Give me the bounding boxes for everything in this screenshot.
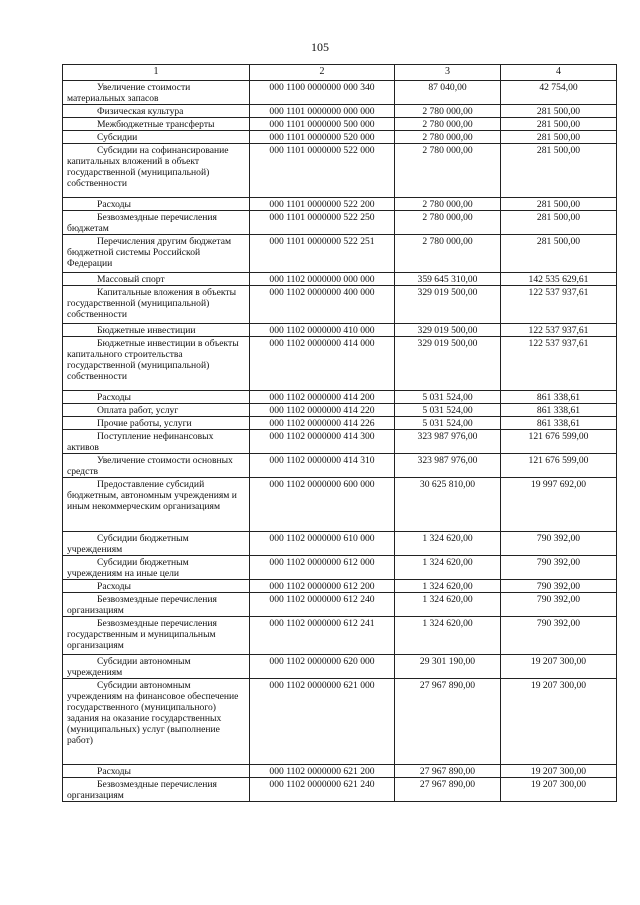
row-code: 000 1101 0000000 000 000 [250,105,395,118]
row-value-4: 42 754,00 [501,81,617,105]
row-name-text: Физическая культура [97,106,184,117]
row-value-3: 323 987 976,00 [395,454,501,478]
row-code: 000 1102 0000000 621 200 [250,765,395,778]
row-name-text: Оплата работ, услуг [97,405,179,416]
table-row [63,655,617,679]
row-value-3: 1 324 620,00 [395,580,501,593]
row-code: 000 1101 0000000 522 251 [250,235,395,273]
row-value-4: 790 392,00 [501,617,617,655]
row-name [63,778,250,802]
row-name-text: Прочие работы, услуги [97,418,192,429]
row-name [63,144,250,198]
row-name-text: Безвозмездные перечисления организациям [67,779,217,801]
row-name-text: Субсидии автономным учреждениям на финансовое обеспечение государственного (муниципального) задания на оказание государственных (муниципальных) услуг (выполнение работ) [67,680,239,746]
row-name-text: Увеличение стоимости материальных запасов [67,82,191,104]
row-name-text: Увеличение стоимости основных средств [67,455,233,477]
table-row [63,81,617,105]
table-row [63,198,617,211]
row-value-3: 27 967 890,00 [395,679,501,765]
row-value-3: 2 780 000,00 [395,144,501,198]
row-value-3: 5 031 524,00 [395,404,501,417]
row-name [63,430,250,454]
row-name [63,404,250,417]
table-row [63,131,617,144]
row-value-3: 2 780 000,00 [395,105,501,118]
row-value-4: 19 997 692,00 [501,478,617,532]
row-name [63,273,250,286]
row-value-3: 30 625 810,00 [395,478,501,532]
row-value-4: 281 500,00 [501,211,617,235]
table-row [63,417,617,430]
row-code: 000 1102 0000000 612 200 [250,580,395,593]
row-name-text: Поступление нефинансовых активов [67,431,214,453]
row-code: 000 1102 0000000 400 000 [250,286,395,324]
column-header-2: 2 [250,65,395,81]
row-value-3: 359 645 310,00 [395,273,501,286]
row-name-text: Безвозмездные перечисления организациям [67,594,217,616]
table-row [63,144,617,198]
row-value-4: 790 392,00 [501,532,617,556]
row-value-4: 121 676 599,00 [501,454,617,478]
row-value-4: 122 537 937,61 [501,286,617,324]
column-header-1: 1 [63,65,250,81]
row-value-4: 281 500,00 [501,144,617,198]
row-value-3: 27 967 890,00 [395,765,501,778]
row-name [63,337,250,391]
row-value-3: 329 019 500,00 [395,337,501,391]
row-code: 000 1101 0000000 522 200 [250,198,395,211]
table-row [63,593,617,617]
column-header-4: 4 [501,65,617,81]
row-name [63,118,250,131]
table-row [63,765,617,778]
row-value-3: 87 040,00 [395,81,501,105]
table-row [63,211,617,235]
row-name [63,454,250,478]
row-name-text: Субсидии автономным учреждениям [67,656,191,678]
row-name [63,105,250,118]
row-value-4: 121 676 599,00 [501,430,617,454]
budget-table [62,64,617,802]
row-name [63,580,250,593]
row-value-4: 122 537 937,61 [501,324,617,337]
row-value-4: 790 392,00 [501,556,617,580]
row-value-4: 19 207 300,00 [501,778,617,802]
row-name [63,324,250,337]
table-row [63,273,617,286]
row-code: 000 1102 0000000 612 000 [250,556,395,580]
row-value-4: 281 500,00 [501,118,617,131]
row-value-4: 861 338,61 [501,404,617,417]
row-value-3: 27 967 890,00 [395,778,501,802]
table-row [63,324,617,337]
row-code: 000 1101 0000000 522 000 [250,144,395,198]
row-name [63,532,250,556]
row-value-3: 5 031 524,00 [395,391,501,404]
row-value-4: 790 392,00 [501,580,617,593]
row-name [63,765,250,778]
row-value-3: 329 019 500,00 [395,286,501,324]
row-name [63,655,250,679]
row-name [63,81,250,105]
table-body [63,81,617,802]
table-header-row [63,65,617,81]
row-name [63,391,250,404]
row-code: 000 1100 0000000 000 340 [250,81,395,105]
table-row [63,404,617,417]
table-row [63,235,617,273]
row-code: 000 1102 0000000 612 241 [250,617,395,655]
table-row [63,617,617,655]
row-value-4: 281 500,00 [501,131,617,144]
row-code: 000 1101 0000000 522 250 [250,211,395,235]
table-row [63,337,617,391]
table-row [63,679,617,765]
row-name-text: Бюджетные инвестиции в объекты капитального строительства государственной (муниципальной) собственности [67,338,239,382]
row-value-3: 5 031 524,00 [395,417,501,430]
row-value-3: 323 987 976,00 [395,430,501,454]
row-code: 000 1102 0000000 414 200 [250,391,395,404]
row-value-3: 1 324 620,00 [395,617,501,655]
row-code: 000 1102 0000000 620 000 [250,655,395,679]
column-header-3: 3 [395,65,501,81]
row-value-4: 19 207 300,00 [501,655,617,679]
row-value-3: 1 324 620,00 [395,532,501,556]
table-row [63,778,617,802]
row-name-text: Безвозмездные перечисления государственным и муниципальным организациям [67,618,217,651]
table-row [63,454,617,478]
row-value-3: 2 780 000,00 [395,198,501,211]
row-name-text: Субсидии бюджетным учреждениям [67,533,189,555]
table-row [63,118,617,131]
row-name [63,679,250,765]
row-value-4: 281 500,00 [501,235,617,273]
row-code: 000 1102 0000000 410 000 [250,324,395,337]
table-row [63,556,617,580]
row-value-4: 281 500,00 [501,105,617,118]
row-name-text: Предоставление субсидий бюджетным, автономным учреждениям и иным некоммерческим организациям [67,479,237,512]
row-value-4: 861 338,61 [501,391,617,404]
row-name-text: Массовый спорт [97,274,165,285]
row-name-text: Субсидии на софинансирование капитальных вложений в объект государственной (муниципальной) собственности [67,145,229,189]
row-value-4: 861 338,61 [501,417,617,430]
row-name-text: Расходы [97,392,132,403]
row-name-text: Перечисления другим бюджетам бюджетной системы Российской Федерации [67,236,232,269]
row-code: 000 1102 0000000 414 300 [250,430,395,454]
row-value-3: 1 324 620,00 [395,593,501,617]
row-name [63,131,250,144]
row-name [63,235,250,273]
row-name [63,211,250,235]
row-name [63,556,250,580]
row-value-3: 1 324 620,00 [395,556,501,580]
row-name-text: Расходы [97,766,132,777]
row-code: 000 1102 0000000 612 240 [250,593,395,617]
table-row [63,430,617,454]
row-value-4: 142 535 629,61 [501,273,617,286]
table-row [63,391,617,404]
row-value-4: 19 207 300,00 [501,679,617,765]
row-value-4: 122 537 937,61 [501,337,617,391]
row-name-text: Межбюджетные трансферты [97,119,215,130]
row-name-text: Субсидии [97,132,138,143]
row-name-text: Бюджетные инвестиции [97,325,196,336]
row-code: 000 1102 0000000 414 220 [250,404,395,417]
row-value-3: 2 780 000,00 [395,211,501,235]
row-code: 000 1101 0000000 500 000 [250,118,395,131]
row-name-text: Расходы [97,199,132,210]
row-name [63,617,250,655]
row-code: 000 1102 0000000 000 000 [250,273,395,286]
table-row [63,580,617,593]
row-value-3: 2 780 000,00 [395,118,501,131]
row-name [63,593,250,617]
row-value-4: 19 207 300,00 [501,765,617,778]
row-value-3: 2 780 000,00 [395,235,501,273]
table-row [63,105,617,118]
row-value-3: 329 019 500,00 [395,324,501,337]
row-code: 000 1102 0000000 414 310 [250,454,395,478]
table-row [63,532,617,556]
table-row [63,286,617,324]
row-name [63,417,250,430]
row-name [63,286,250,324]
row-value-4: 281 500,00 [501,198,617,211]
table-row [63,478,617,532]
row-name [63,198,250,211]
row-name-text: Расходы [97,581,132,592]
row-value-4: 790 392,00 [501,593,617,617]
row-code: 000 1102 0000000 621 240 [250,778,395,802]
row-code: 000 1102 0000000 610 000 [250,532,395,556]
row-code: 000 1102 0000000 621 000 [250,679,395,765]
row-code: 000 1102 0000000 414 000 [250,337,395,391]
row-name-text: Субсидии бюджетным учреждениям на иные цели [67,557,189,579]
row-name [63,478,250,532]
row-value-3: 29 301 190,00 [395,655,501,679]
row-code: 000 1101 0000000 520 000 [250,131,395,144]
row-name-text: Капитальные вложения в объекты государственной (муниципальной) собственности [67,287,237,320]
row-code: 000 1102 0000000 414 226 [250,417,395,430]
row-code: 000 1102 0000000 600 000 [250,478,395,532]
row-value-3: 2 780 000,00 [395,131,501,144]
page-number: 105 [311,40,329,54]
row-name-text: Безвозмездные перечисления бюджетам [67,212,217,234]
